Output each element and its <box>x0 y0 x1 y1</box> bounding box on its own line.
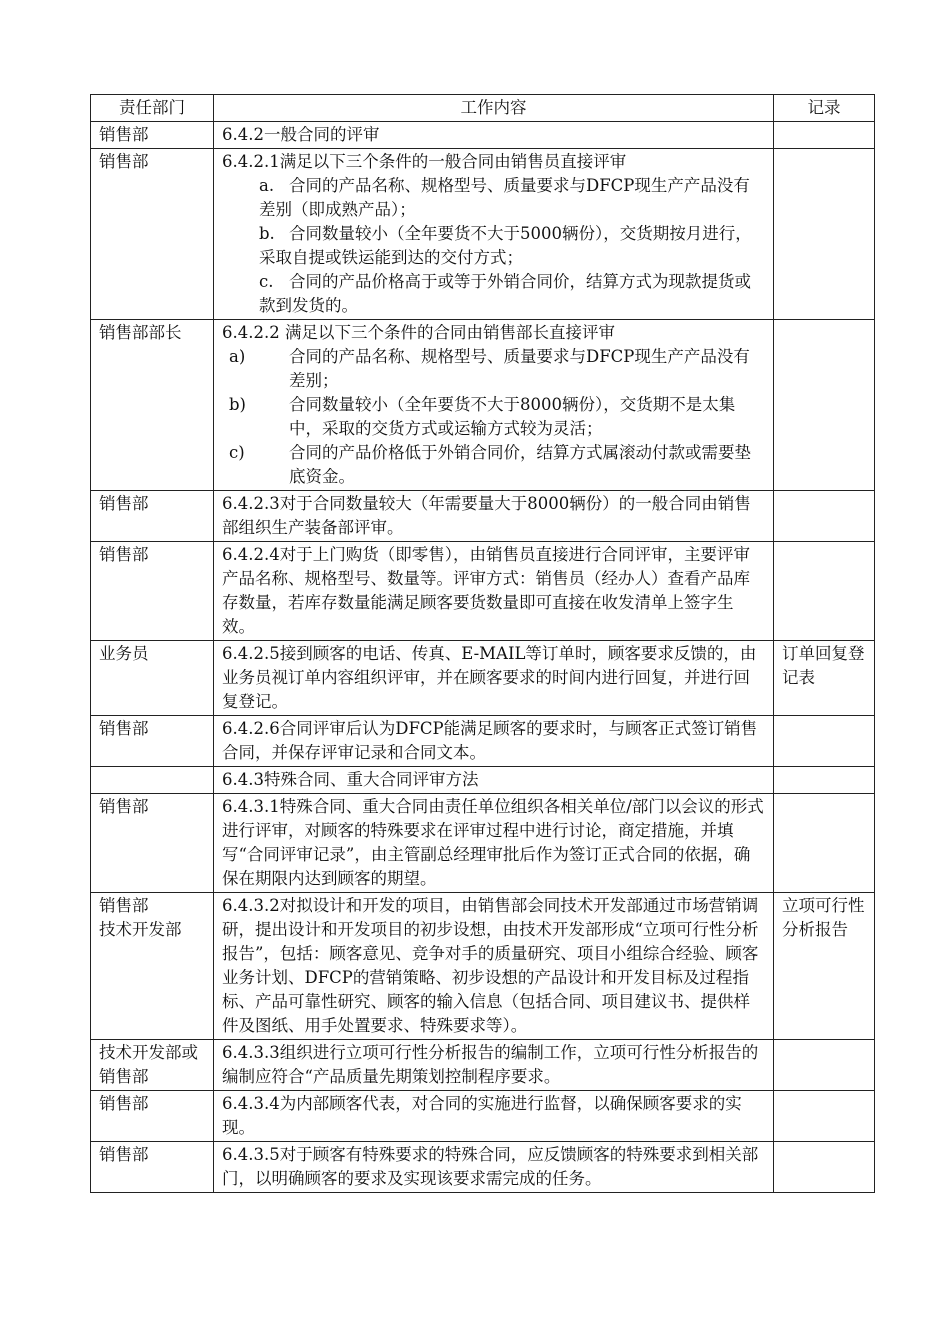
dept-name: 销售部 <box>99 494 149 513</box>
record-cell <box>774 491 875 542</box>
table-row <box>91 1040 875 1091</box>
item-text: 合同的产品名称、规格型号、质量要求与DFCP现生产产品没有差别； <box>289 347 750 390</box>
item-label: c) <box>229 443 245 462</box>
record-cell <box>774 767 875 794</box>
record-cell <box>774 641 875 716</box>
content-cell <box>214 794 774 893</box>
record-cell <box>774 542 875 641</box>
clause-item <box>222 345 765 393</box>
clause-text: 6.4.2.3对于合同数量较大（年需要量大于8000辆份）的一般合同由销售部组织生产装备部评审。 <box>222 494 751 537</box>
record-name: 立项可行性分析报告 <box>782 896 865 939</box>
content-cell <box>214 122 774 149</box>
dept-name: 销售部 <box>99 125 149 144</box>
clause-text: 6.4.2.1满足以下三个条件的一般合同由销售员直接评审 <box>222 152 627 171</box>
dept-cell <box>91 320 214 491</box>
dept-cell <box>91 1142 214 1193</box>
record-cell <box>774 122 875 149</box>
item-label: a. <box>259 176 275 195</box>
dept-name: 销售部 <box>99 1094 149 1113</box>
content-cell <box>214 491 774 542</box>
dept-cell <box>91 149 214 320</box>
dept-cell <box>91 893 214 1040</box>
clause-text: 6.4.3特殊合同、重大合同评审方法 <box>222 770 479 789</box>
table-row <box>91 1142 875 1193</box>
clause-item <box>222 270 765 318</box>
item-text: 合同数量较小（全年要货不大于5000辆份），交货期按月进行，采取自提或铁运能到达的交付方式； <box>259 224 752 267</box>
item-label: a) <box>229 347 246 366</box>
dept-name: 业务员 <box>99 644 149 663</box>
item-text: 合同的产品价格高于或等于外销合同价，结算方式为现款提货或款到发货的。 <box>259 272 751 315</box>
record-cell <box>774 149 875 320</box>
header-row <box>91 95 875 122</box>
content-cell <box>214 1091 774 1142</box>
table-row <box>91 716 875 767</box>
record-cell <box>774 1091 875 1142</box>
dept-cell <box>91 491 214 542</box>
clause-item <box>222 441 765 489</box>
dept-name: 销售部 <box>99 545 149 564</box>
clause-item <box>222 174 765 222</box>
table-row <box>91 542 875 641</box>
dept-cell <box>91 767 214 794</box>
record-cell <box>774 716 875 767</box>
item-text: 合同的产品名称、规格型号、质量要求与DFCP现生产产品没有差别（即成熟产品）； <box>259 176 750 219</box>
dept-name: 技术开发部或销售部 <box>99 1043 198 1086</box>
table-row <box>91 491 875 542</box>
record-cell <box>774 1142 875 1193</box>
content-cell <box>214 767 774 794</box>
clause-text: 6.4.2.6合同评审后认为DFCP能满足顾客的要求时，与顾客正式签订销售合同，并保存评审记录和合同文本。 <box>222 719 758 762</box>
dept-name: 销售部部长 <box>99 323 182 342</box>
header-record: 记录 <box>774 95 875 122</box>
record-cell <box>774 320 875 491</box>
dept-name: 销售部 <box>99 152 149 171</box>
table-row <box>91 893 875 1040</box>
record-cell <box>774 893 875 1040</box>
clause-text: 6.4.3.1特殊合同、重大合同由责任单位组织各相关单位/部门以会议的形式进行评审，对顾客的特殊要求在评审过程中进行讨论，商定措施，并填写“合同评审记录”，由主管副总经理审批后作为签订正式合同的依据，确保在期限内达到顾客的期望。 <box>222 797 764 888</box>
dept-cell <box>91 794 214 893</box>
clause-text: 6.4.3.3组织进行立项可行性分析报告的编制工作，立项可行性分析报告的编制应符合“产品质量先期策划控制程序要求。 <box>222 1043 759 1086</box>
record-name: 订单回复登记表 <box>782 644 865 687</box>
item-label: b) <box>229 395 246 414</box>
table-row <box>91 320 875 491</box>
item-label: b. <box>259 224 275 243</box>
dept-cell <box>91 122 214 149</box>
clause-text: 6.4.2一般合同的评审 <box>222 125 380 144</box>
dept-cell <box>91 641 214 716</box>
content-cell <box>214 542 774 641</box>
contract-review-table <box>90 94 875 1193</box>
dept-name: 销售部 <box>99 896 149 915</box>
content-cell <box>214 716 774 767</box>
dept-cell <box>91 716 214 767</box>
content-cell <box>214 1040 774 1091</box>
clause-text: 6.4.3.4为内部顾客代表，对合同的实施进行监督，以确保顾客要求的实现。 <box>222 1094 742 1137</box>
record-cell <box>774 1040 875 1091</box>
table-row <box>91 149 875 320</box>
table-body <box>91 122 875 1193</box>
table-row <box>91 641 875 716</box>
dept-name: 销售部 <box>99 797 149 816</box>
dept-name: 技术开发部 <box>99 920 182 939</box>
clause-text: 6.4.2.4对于上门购货（即零售），由销售员直接进行合同评审，主要评审产品名称、规格型号、数量等。评审方式：销售员（经办人）查看产品库存数量，若库存数量能满足顾客要货数量即可直接在收发清单上签字生效。 <box>222 545 750 636</box>
clause-text: 6.4.3.2对拟设计和开发的项目，由销售部会同技术开发部通过市场营销调研，提出设计和开发项目的初步设想，由技术开发部形成“立项可行性分析报告”，包括：顾客意见、竞争对手的质量研究、项目小组综合经验、顾客业务计划、DFCP的营销策略、初步设想的产品设计和开发目标及过程指标、产品可靠性研究、顾客的输入信息（包括合同、项目建议书、提供样件及图纸、用手处置要求、特殊要求等）。 <box>222 896 759 1035</box>
header-content: 工作内容 <box>214 95 774 122</box>
item-text: 合同数量较小（全年要货不大于8000辆份），交货期不是太集中，采取的交货方式或运输方式较为灵活； <box>289 395 736 438</box>
record-cell <box>774 794 875 893</box>
dept-name: 销售部 <box>99 719 149 738</box>
clause-text: 6.4.3.5对于顾客有特殊要求的特殊合同，应反馈顾客的特殊要求到相关部门，以明确顾客的要求及实现该要求需完成的任务。 <box>222 1145 759 1188</box>
content-cell <box>214 641 774 716</box>
content-cell <box>214 1142 774 1193</box>
clause-text: 6.4.2.5接到顾客的电话、传真、E-MAIL等订单时，顾客要求反馈的，由业务员视订单内容组织评审，并在顾客要求的时间内进行回复，并进行回复登记。 <box>222 644 757 711</box>
content-cell <box>214 893 774 1040</box>
clause-item <box>222 393 765 441</box>
dept-name: 销售部 <box>99 1145 149 1164</box>
content-cell <box>214 320 774 491</box>
table-row <box>91 767 875 794</box>
item-text: 合同的产品价格低于外销合同价，结算方式属滚动付款或需要垫底资金。 <box>289 443 751 486</box>
dept-cell <box>91 1040 214 1091</box>
table-row <box>91 122 875 149</box>
header-dept: 责任部门 <box>91 95 214 122</box>
clause-text: 6.4.2.2 满足以下三个条件的合同由销售部长直接评审 <box>222 323 615 342</box>
clause-item <box>222 222 765 270</box>
content-cell <box>214 149 774 320</box>
item-label: c. <box>259 272 274 291</box>
table-row <box>91 794 875 893</box>
dept-cell <box>91 542 214 641</box>
dept-cell <box>91 1091 214 1142</box>
table-row <box>91 1091 875 1142</box>
